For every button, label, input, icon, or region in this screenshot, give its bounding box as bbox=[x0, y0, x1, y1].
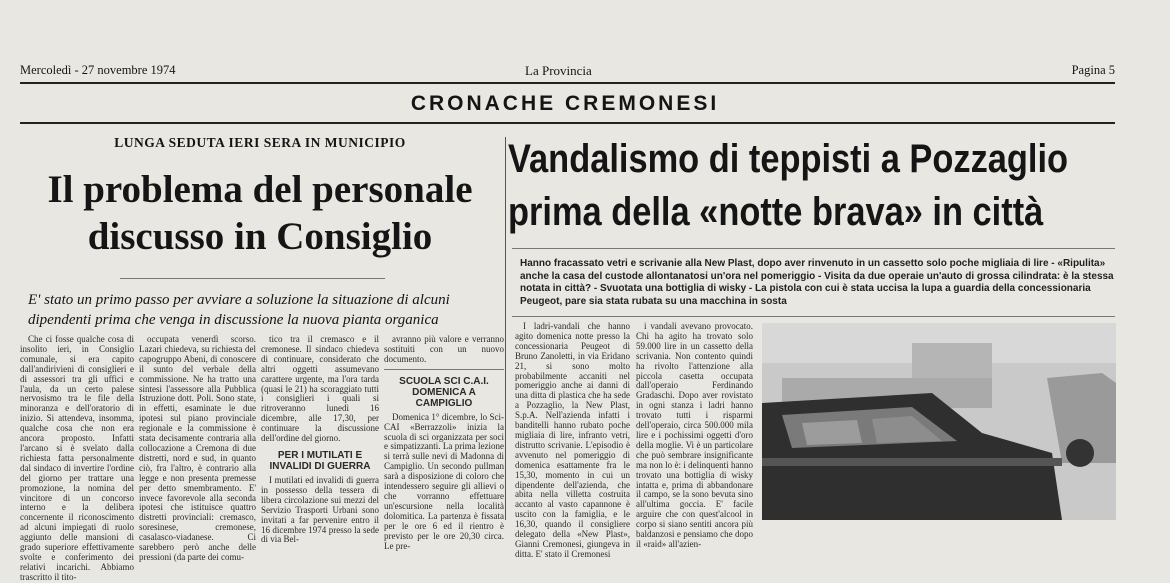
left-col-2 bbox=[139, 334, 256, 562]
masthead bbox=[20, 63, 1115, 81]
car-photo-illustration bbox=[762, 323, 1116, 520]
right-headline bbox=[508, 133, 1069, 239]
page-number: Pagina 5 bbox=[1071, 63, 1115, 77]
body-text: i vandali avevano provocato. Chi ha agito ha trovato solo 59.000 lire in un cassetto della scrivania. Non contento quindi ha rivolto l'attenzione alla piccola casetta occupata dall'operaio Ferdinando Gradaschi. Dopo aver rovistato in ogni stanza i ladri hanno trovato tutti i risparmi dell'operaio, circa 500.000 mila lire e i pochissimi oggetti d'oro della moglie. Vi è un particolare che può sembrare insignificante ma non lo è: i delinquenti hanno trovato una bottiglia di wisky intatta e, prima di abbandonare il campo, se la sono bevuta sino all'ultima goccia. E' facile arguire che con quest'alcool in corpo si siano sentiti ancora più baldanzosi e pensiamo che dopo il «raid» all'azien- bbox=[636, 321, 753, 549]
right-col-2 bbox=[636, 321, 753, 549]
body-text: occupata venerdì scorso. Lazari chiedeva, su richiesta del capogruppo Abeni, di conoscere il sunto del verbale della commissione. Ne ha tratto una sintesi l'assessore alla Pubblica Istruzione dott. Poli. Sono state, in effetti, esaminate le due ipotesi sul piano provinciale regionale e la commissione è stata decisamente contraria alla collocazione a Cremona di due distretti, nord e sud, in quanto ciò, fra l'altro, è contrario alla legge e non presenta premesse per detto smembramento. E' invece favorevole alla seconda ipotesi che istituisce quattro distretti provinciali: cremasco, soresinese, cremonese, casalasco-viadanese. Ci sarebbero però anche delle pressioni (da parte dei comu- bbox=[139, 334, 256, 562]
right-headline-line-2: prima della «notte brava» in città bbox=[508, 190, 1044, 234]
masthead-rule bbox=[20, 82, 1115, 84]
headline-line-1: Il problema del personale bbox=[47, 168, 473, 211]
body-text: Che ci fosse qualche cosa di insolito ieri, in Consiglio comunale, si era capito dall'andirivieni di consiglieri e di assessori tra gli uffici e l'aula, da un certo palese nervosismo tra le file della minoranza e dell'oratorio di inizio. Si attendeva, insomma, qualche cosa che non era ancora proposto. Infatti l'arcano si è svelato dalla richiesta fatta personalmente dal sindaco di invertire l'ordine del giorno per trattare una promozione, la nomina del vincitore di un concorso interno e la delibera concernente il riconoscimento ad alcuni impiegati di ruolo aggiunto delle mansioni di grado superiore effettivamente svolte e conferimento dei relativi incarichi. Abbiamo trascritto il tito- bbox=[20, 334, 134, 582]
section-title: CRONACHE CREMONESI bbox=[410, 92, 720, 115]
box-divider bbox=[384, 369, 504, 370]
body-text: Domenica 1° dicembre, lo Sci-CAI «Berrazzoli» inizia la scuola di sci organizzata per soci e simpatizzanti. La prima lezione si terrà sulle nevi di Madonna di Campiglio. Un secondo pullman sarà a disposizione di coloro che intendessero seguire gli allievi o che vorranno effettuare un'escursione nella località dolomitica. La partenza è fissata per le ore 6 ed il rientro è previsto per le ore 20,30 circa. Le pre- bbox=[384, 411, 504, 551]
body-text: I ladri-vandali che hanno agito domenica notte presso la concessionaria Peugeot di Bruno Zanoletti, in via Eridano 21, si sono molto probabilmente accaniti nel pomeriggio anche ai danni di una ditta di plastica che ha sede a Pozzaglio, la New Plast, S.p.A. Nell'azienda infatti i banditelli hanno rubato poche migliaia di lire, infranto vetri, distrutto scrivanie. L'episodio è avvenuto nel pomeriggio di domenica esattamente fra le 15,30, momento in cui un dipendente dell'azienda, che abita nella villetta costruita accanto al vasto capannone è uscito con la famiglia, e le 16,30, quando il consigliere delegato della «New Plast», Gianni Cremonesi, giungeva in ditta. E' stato il Cremonesi bbox=[515, 321, 630, 559]
left-col-1 bbox=[20, 334, 134, 582]
article-kicker: LUNGA SEDUTA IERI SERA IN MUNICIPIO bbox=[114, 135, 406, 150]
standfirst-line-2: dipendenti prima che venga in discussione la nuova pianta organica bbox=[28, 312, 439, 328]
issue-date: Mercoledì - 27 novembre 1974 bbox=[20, 63, 176, 77]
article-standfirst bbox=[28, 290, 508, 330]
headline-rule bbox=[120, 278, 385, 279]
left-col-3 bbox=[261, 334, 379, 545]
right-summary: Hanno fracassato vetri e scrivanie alla New Plast, dopo aver rinvenuto in un cassetto solo poche migliaia di lire - «Ripulita» anche la casa del custode allontanatosi un'ora nel pomeriggio - Visita da due operaie un'auto di grossa cilindrata: è la stessa notata in città? - Svuotata una bottiglia di wisky - La pistola con cui è stata uccisa la lupa a guardia della concessionaria Peugeot, pare sia stata rubata su una macchina in sosta bbox=[520, 258, 1114, 308]
left-col-4 bbox=[384, 334, 504, 551]
right-headline-rule bbox=[512, 248, 1115, 249]
standfirst-line-1: E' stato un primo passo per avviare a soluzione la situazione di alcuni bbox=[28, 292, 450, 308]
article-headline bbox=[15, 166, 505, 260]
headline-line-2: discusso in Consiglio bbox=[87, 215, 433, 258]
body-text: avranno più valore e verranno sostituiti con un nuovo documento. bbox=[384, 334, 504, 364]
box-title-scuola-sci: SCUOLA SCI C.A.I. DOMENICA A CAMPIGLIO bbox=[399, 375, 489, 409]
body-text: I mutilati ed invalidi di guerra in possesso della tessera di libera circolazione sui mezzi del Servizio Trasporti Urbani sono invitati a far pervenire entro il 16 dicembre 1974 presso la sede di via Bel- bbox=[261, 474, 379, 545]
body-text: tico tra il cremasco e il cremonese. Il sindaco chiedeva di continuare, considerato che altri oggetti assumevano carattere urgente, ma l'ora tarda (quasi le 21) ha scoraggiato tutti i consiglieri i quali si ritroveranno lunedì 16 dicembre, alle 17,30, per continuare la discussione dell'ordine del giorno. bbox=[261, 334, 379, 444]
newspaper-name: La Provincia bbox=[525, 63, 592, 78]
car-photo bbox=[762, 323, 1116, 520]
right-headline-line-1: Vandalismo di teppisti a Pozzaglio bbox=[508, 137, 1069, 181]
right-col-1 bbox=[515, 321, 630, 559]
summary-rule bbox=[512, 316, 1115, 317]
section-rule bbox=[20, 122, 1115, 124]
box-title-mutilati: PER I MUTILATI E INVALIDI DI GUERRA bbox=[269, 449, 371, 472]
